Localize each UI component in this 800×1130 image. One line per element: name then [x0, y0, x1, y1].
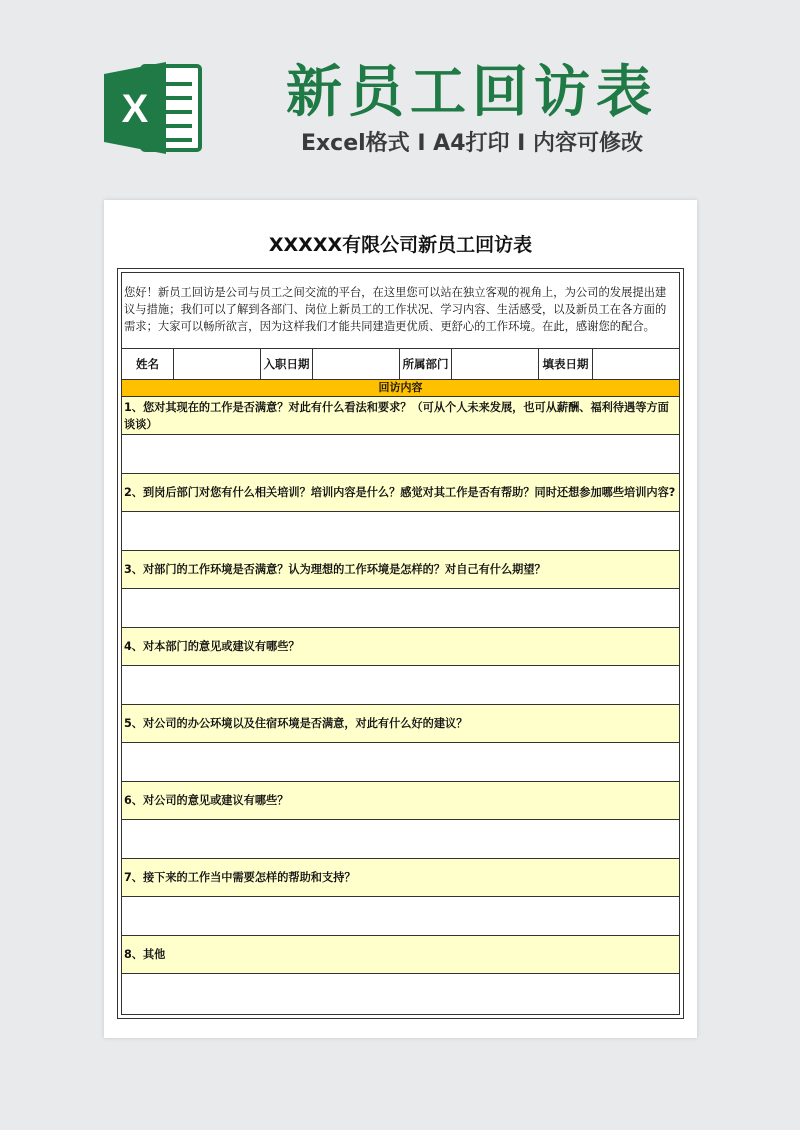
hire-date-label: 入职日期 [261, 349, 313, 379]
question-block-4 [122, 628, 679, 705]
answer-4-field[interactable] [122, 666, 679, 705]
form-sheet [104, 200, 697, 1038]
name-field[interactable] [174, 349, 261, 379]
hire-date-field[interactable] [313, 349, 400, 379]
question-block-8 [122, 936, 679, 1013]
answer-3-field[interactable] [122, 589, 679, 628]
answer-5-field[interactable] [122, 743, 679, 782]
form-frame [117, 268, 684, 1019]
intro-text: 您好！新员工回访是公司与员工之间交流的平台，在这里您可以站在独立客观的视角上，为公司的发展提出建议与措施；我们可以了解到各部门、岗位上新员工的工作状况、学习内容、生活感受，以及新员工在各方面的需求；大家可以畅所欲言，因为这样我们才能共同建造更优质、更舒心的工作环境。在此，感谢您的配合。 [122, 273, 679, 349]
question-2: 2、到岗后部门对您有什么相关培训？培训内容是什么？感觉对其工作是否有帮助？同时还想参加哪些培训内容? [122, 474, 679, 512]
answer-8-field[interactable] [122, 974, 679, 1013]
question-block-2 [122, 474, 679, 551]
answer-1-field[interactable] [122, 435, 679, 474]
banner [0, 0, 800, 200]
question-block-6 [122, 782, 679, 859]
form-title: XXXXX有限公司新员工回访表 [268, 234, 533, 256]
department-label: 所属部门 [400, 349, 452, 379]
answer-2-field[interactable] [122, 512, 679, 551]
question-8: 8、其他 [122, 936, 679, 974]
answer-6-field[interactable] [122, 820, 679, 859]
section-header: 回访内容 [122, 380, 679, 397]
excel-icon-letter: X [121, 87, 149, 131]
fill-date-label: 填表日期 [539, 349, 593, 379]
question-5: 5、对公司的办公环境以及住宿环境是否满意，对此有什么好的建议？ [122, 705, 679, 743]
info-row [122, 349, 679, 380]
question-block-5 [122, 705, 679, 782]
fill-date-field[interactable] [593, 349, 679, 379]
page-title: 新员工回访表 [286, 60, 658, 125]
name-label: 姓名 [122, 349, 174, 379]
question-1: 1、您对其现在的工作是否满意？对此有什么看法和要求？（可从个人未来发展，也可从薪酬、福利待遇等方面谈谈） [122, 397, 679, 435]
page-subtitle: Excel格式 I A4打印 I 内容可修改 [300, 131, 644, 156]
question-block-3 [122, 551, 679, 628]
form-grid [121, 272, 680, 1015]
question-3: 3、对部门的工作环境是否满意？认为理想的工作环境是怎样的？对自己有什么期望？ [122, 551, 679, 589]
excel-icon [104, 58, 204, 158]
question-block-7 [122, 859, 679, 936]
question-6: 6、对公司的意见或建议有哪些？ [122, 782, 679, 820]
question-block-1 [122, 397, 679, 474]
answer-7-field[interactable] [122, 897, 679, 936]
department-field[interactable] [452, 349, 539, 379]
question-7: 7、接下来的工作当中需要怎样的帮助和支持？ [122, 859, 679, 897]
question-4: 4、对本部门的意见或建议有哪些？ [122, 628, 679, 666]
